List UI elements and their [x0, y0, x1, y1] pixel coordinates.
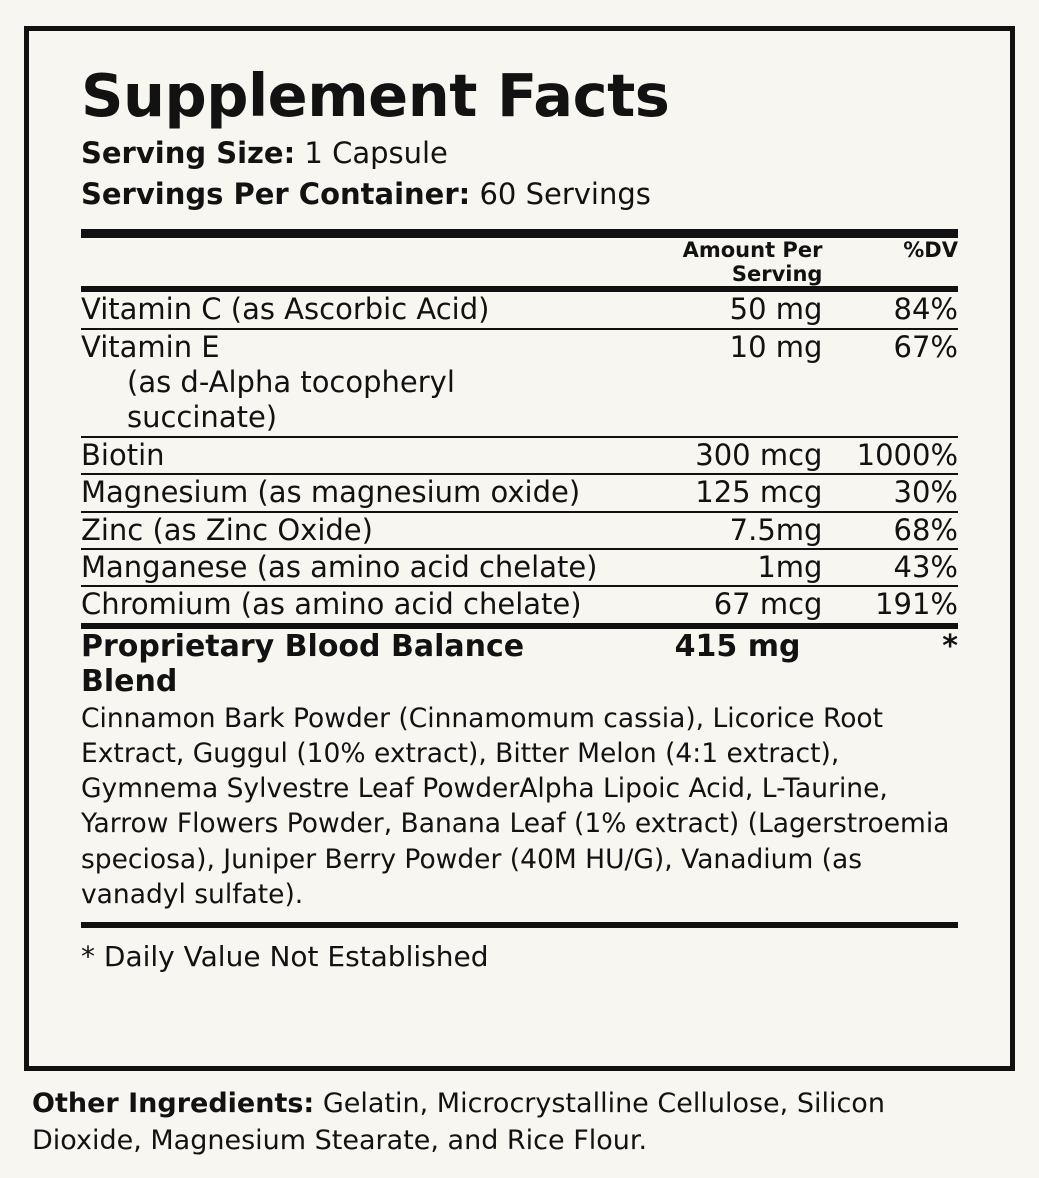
serving-size-line [81, 133, 976, 174]
blend-ingredients: Cinnamon Bark Powder (Cinnamomum cassia), Licorice Root Extract, Guggul (10% extract), Bitter Melon (4:1 extract), Gymnema Sylvestre Leaf PowderAlpha Lipoic Acid, L-Taurine, Yarrow Flowers Powder, Banana Leaf (1% extract) (Lagerstroemia speciosa), Juniper Berry Powder (40M HU/G), Vanadium (as vanadyl sulfate). [81, 702, 950, 910]
blend-table [81, 629, 958, 699]
nutrient-amount: 10 mg [598, 329, 826, 437]
other-ingredients [32, 1085, 997, 1160]
nutrient-amount: 1mg [598, 549, 826, 586]
nutrient-name: Zinc (as Zinc Oxide) [81, 512, 598, 549]
servings-per-container-value: 60 Servings [479, 177, 651, 212]
nutrient-name: Magnesium (as magnesium oxide) [81, 474, 598, 511]
nutrient-name: Vitamin E [81, 329, 220, 364]
nutrient-amount: 300 mcg [598, 437, 826, 474]
table-row [81, 329, 958, 437]
nutrient-name: Manganese (as amino acid chelate) [81, 549, 598, 586]
table-row [81, 474, 958, 511]
table-row [81, 437, 958, 474]
table-row [81, 292, 958, 328]
blend-dv: * [942, 628, 958, 664]
servings-per-container-line [81, 174, 976, 215]
nutrient-name: Biotin [81, 437, 598, 474]
serving-size-value: 1 Capsule [304, 135, 448, 170]
nutrient-amount: 50 mg [598, 292, 826, 328]
other-ingredients-value: Gelatin, Microcrystalline Cellulose, Silicon Dioxide, Magnesium Stearate, and Rice Flour. [32, 1088, 885, 1157]
header-percent-dv: %DV [903, 238, 958, 263]
nutrient-dv: 67% [826, 329, 958, 437]
nutrient-amount: 7.5mg [598, 512, 826, 549]
nutrient-dv: 191% [875, 587, 958, 622]
nutrient-name: Chromium (as amino acid chelate) [81, 587, 582, 622]
nutrient-name-group [81, 329, 598, 437]
servings-per-container-label: Servings Per Container: [81, 177, 471, 212]
daily-value-footnote: * Daily Value Not Established [81, 940, 489, 974]
blend-row [81, 629, 958, 699]
nutrient-subname: (as d-Alpha tocopheryl succinate) [127, 365, 455, 435]
nutrient-dv: 30% [826, 474, 958, 511]
blend-amount: 415 mg [674, 628, 801, 664]
table-row [81, 512, 958, 549]
divider-thick-top [81, 229, 958, 238]
table-row [81, 586, 958, 622]
nutrition-table [81, 238, 958, 286]
blend-name: Proprietary Blood Balance Blend [81, 628, 525, 699]
page-title: Supplement Facts [81, 61, 670, 130]
table-row [81, 549, 958, 586]
header-spacer [81, 238, 598, 286]
nutrient-rows [81, 292, 958, 622]
nutrient-dv: 68% [826, 512, 958, 549]
nutrient-dv: 1000% [826, 437, 958, 474]
supplement-facts-panel [24, 26, 1015, 1071]
header-amount-per-serving: Amount Per Serving [682, 238, 823, 287]
nutrient-amount: 67 mcg [713, 587, 823, 622]
other-ingredients-label: Other Ingredients: [32, 1088, 315, 1119]
nutrient-amount: 125 mcg [598, 474, 826, 511]
table-header-row [81, 238, 958, 286]
nutrient-dv: 43% [826, 549, 958, 586]
serving-size-label: Serving Size: [81, 135, 296, 170]
nutrient-dv: 84% [826, 292, 958, 328]
nutrient-name: Vitamin C (as Ascorbic Acid) [81, 292, 598, 328]
